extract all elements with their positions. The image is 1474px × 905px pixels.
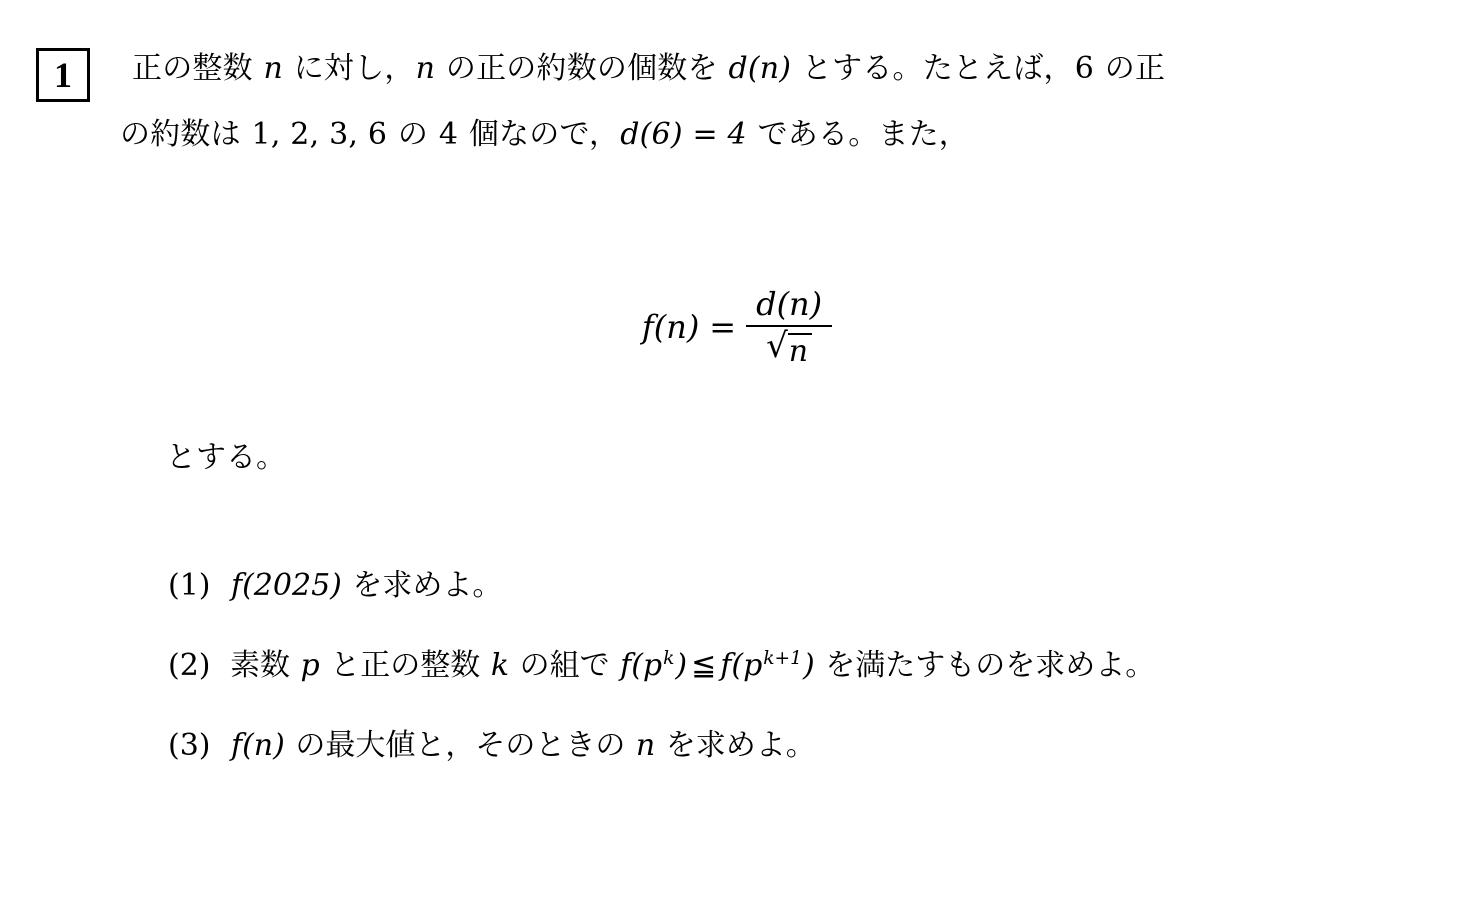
problem-number-text: 1 xyxy=(54,55,72,95)
question-2-text-a: 素数 xyxy=(230,648,300,683)
statement-text-a: 正の整数 xyxy=(132,51,263,86)
fraction-numerator: d(n) xyxy=(756,285,823,323)
question-2-relation: ≦ xyxy=(691,648,717,683)
question-2-text-c: の組で xyxy=(510,648,620,683)
statement-num-6: 6 xyxy=(1074,51,1095,86)
question-item-1 xyxy=(168,560,1458,604)
question-1-label: (1) xyxy=(168,568,211,603)
statement-line-2 xyxy=(120,117,1450,152)
equation-fraction xyxy=(746,285,832,369)
question-2-text-b: と正の整数 xyxy=(320,648,490,683)
question-2-var-k: k xyxy=(490,648,510,683)
question-2-rhs-base: f(p xyxy=(720,648,763,683)
question-3-label: (3) xyxy=(168,728,211,763)
question-1-func: f(2025) xyxy=(231,568,342,603)
question-3-text-b: を求めよ。 xyxy=(656,728,816,763)
statement2-text-a: の約数は xyxy=(120,117,251,152)
statement2-equation: d(6) = 4 xyxy=(620,117,747,152)
question-2-var-p: p xyxy=(300,648,320,683)
question-3-text-a: の最大値と，そのときの xyxy=(285,728,635,763)
statement2-divisors: 1, 2, 3, 6 xyxy=(251,117,388,152)
question-item-3 xyxy=(168,720,1458,764)
question-2-text-d: を満たすものを求めよ。 xyxy=(815,648,1156,683)
question-2-rhs-exponent: k+1 xyxy=(763,648,802,669)
problem-number-box xyxy=(36,48,90,102)
question-2-lhs-exponent: k xyxy=(663,648,675,669)
question-2-label: (2) xyxy=(168,648,211,683)
radical-group xyxy=(766,325,812,369)
statement2-text-b: の xyxy=(388,117,438,152)
question-3-func: f(n) xyxy=(231,728,285,763)
question-2-body xyxy=(230,640,1155,684)
statement2-text-d: である。また， xyxy=(747,117,969,152)
statement-text-d: とする。たとえば， xyxy=(792,51,1074,86)
statement2-text-c: 個なので， xyxy=(459,117,620,152)
radical-sign-icon: √ xyxy=(766,325,788,366)
question-2-lhs-base: f(p xyxy=(620,648,663,683)
statement-text-e: の正 xyxy=(1095,51,1166,86)
problem-statement xyxy=(110,51,1450,152)
fraction-denominator xyxy=(762,327,816,367)
radicand: n xyxy=(788,333,812,367)
question-3-body xyxy=(230,720,816,764)
after-equation-text: とする。 xyxy=(166,440,286,475)
display-equation xyxy=(0,285,1474,369)
statement-line-1 xyxy=(132,51,1450,86)
question-1-body xyxy=(230,560,502,604)
statement-var-n2: n xyxy=(415,51,436,86)
question-2-lhs-close: ) xyxy=(675,648,688,683)
equation-lhs: f(n) xyxy=(641,308,700,347)
question-item-2 xyxy=(168,640,1458,684)
statement-text-b: に対し， xyxy=(284,51,415,86)
statement-text-c: の正の約数の個数を xyxy=(436,51,728,86)
statement-var-n1: n xyxy=(263,51,284,86)
question-1-text: を求めよ。 xyxy=(342,568,503,603)
questions-list xyxy=(168,560,1458,800)
statement-func-dn: d(n) xyxy=(728,51,792,86)
equation-relation: = xyxy=(709,308,737,347)
statement2-count: 4 xyxy=(438,117,459,152)
question-3-var-n: n xyxy=(635,728,656,763)
question-2-rhs-close: ) xyxy=(802,648,815,683)
